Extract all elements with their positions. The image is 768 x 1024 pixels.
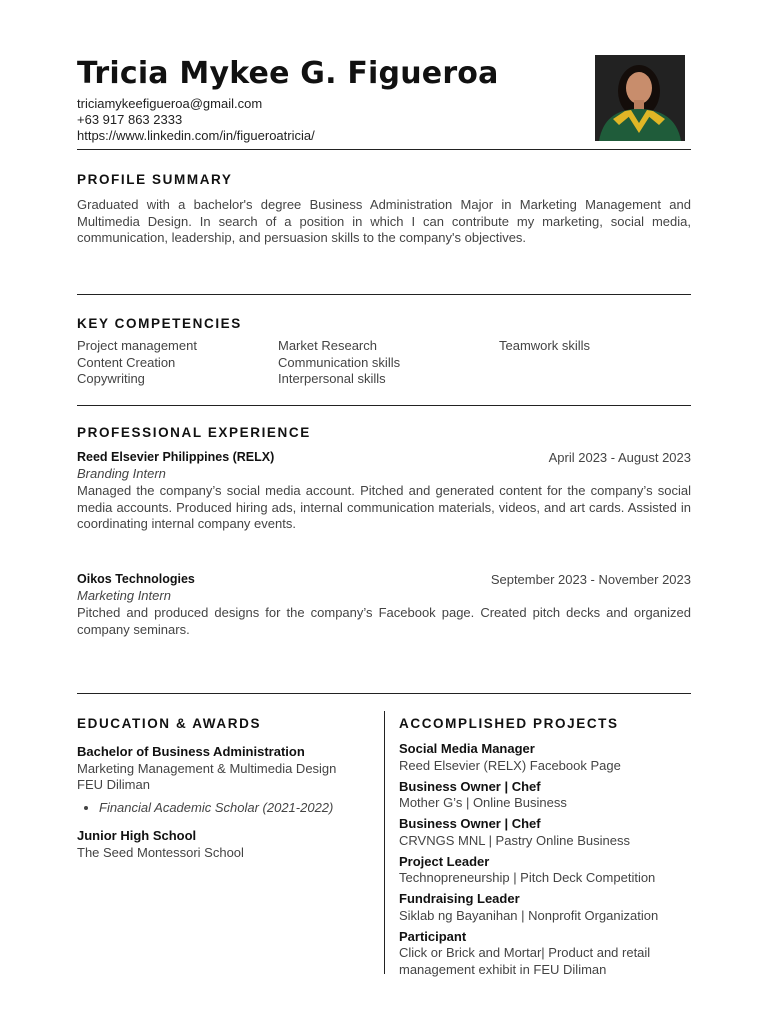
- column-divider: [384, 711, 385, 974]
- divider: [77, 149, 691, 150]
- project-role: Social Media Manager: [399, 741, 535, 756]
- linkedin-link[interactable]: https://www.linkedin.com/in/figueroatricia/: [77, 128, 315, 143]
- job-description: Pitched and produced designs for the company’s Facebook page. Created pitch decks and organized company seminars.: [77, 605, 691, 637]
- competency-column-3: [499, 338, 590, 355]
- email-text: triciamykeefigueroa@gmail.com: [77, 96, 263, 111]
- project-detail: Mother G’s | Online Business: [399, 795, 567, 810]
- job-company: Reed Elsevier Philippines (RELX): [77, 450, 275, 464]
- project-detail: Siklab ng Bayanihan | Nonprofit Organization: [399, 907, 659, 923]
- profile-summary-heading: PROFILE SUMMARY: [77, 172, 233, 187]
- professional-experience-heading: PROFESSIONAL EXPERIENCE: [77, 425, 311, 440]
- competency-item: Teamwork skills: [499, 338, 591, 353]
- divider: [77, 693, 691, 694]
- job-dates: September 2023 - November 2023: [490, 572, 691, 587]
- competency-item: Project management: [77, 338, 197, 353]
- job-dates: April 2023 - August 2023: [548, 450, 691, 465]
- competency-item: Content Creation: [77, 354, 176, 370]
- project-item: [399, 891, 699, 924]
- competency-item: Copywriting: [77, 371, 145, 386]
- competency-column-2: [278, 338, 400, 388]
- profile-photo: [595, 55, 685, 141]
- phone-text: +63 917 863 2333: [77, 112, 183, 127]
- project-detail: Technopreneurship | Pitch Deck Competition: [399, 870, 656, 885]
- job-role: Marketing Intern: [77, 588, 171, 603]
- divider: [77, 405, 691, 406]
- project-item: [399, 816, 699, 849]
- job-role: Branding Intern: [77, 466, 166, 481]
- project-role: Participant: [399, 928, 467, 944]
- key-competencies-heading: KEY COMPETENCIES: [77, 316, 242, 331]
- competency-column-1: [77, 338, 197, 388]
- competency-item: Interpersonal skills: [278, 371, 386, 386]
- project-role: Business Owner | Chef: [399, 778, 541, 794]
- job-description: Managed the company’s social media account. Pitched and generated content for the company’s social media accounts. Produced hiring ads, internal communication materials, videos, and art cards. Assisted in coordinating internal company events.: [77, 483, 691, 531]
- accomplished-projects-heading: ACCOMPLISHED PROJECTS: [399, 716, 619, 731]
- education-awards-heading: EDUCATION & AWARDS: [77, 716, 262, 731]
- candidate-name: Tricia Mykee G. Figueroa: [77, 56, 499, 91]
- job-company: Oikos Technologies: [77, 572, 195, 586]
- hs-school: The Seed Montessori School: [77, 844, 244, 860]
- project-item: [399, 854, 699, 887]
- project-role: Project Leader: [399, 853, 490, 869]
- project-role: Fundraising Leader: [399, 891, 520, 906]
- project-item: [399, 741, 699, 774]
- competency-item: Communication skills: [278, 354, 401, 370]
- competency-item: Market Research: [278, 338, 377, 353]
- awards-list: [77, 800, 377, 817]
- project-detail: CRVNGS MNL | Pastry Online Business: [399, 832, 630, 848]
- profile-summary-text: Graduated with a bachelor's degree Business Administration Major in Marketing Management and Multimedia Design. In search of a position in which I can contribute my marketing, social media, communication, leadership, and persuasion skills to the company's objectives.: [77, 197, 691, 245]
- education-block: [77, 744, 377, 861]
- projects-list: [399, 741, 699, 983]
- school-name: FEU Diliman: [77, 777, 150, 792]
- contact-block: [77, 96, 315, 144]
- degree-major: Marketing Management & Multimedia Design: [77, 760, 337, 776]
- degree-title: Bachelor of Business Administration: [77, 744, 305, 759]
- project-detail: Reed Elsevier (RELX) Facebook Page: [399, 757, 621, 773]
- project-detail: Click or Brick and Mortar| Product and retail management exhibit in FEU Diliman: [399, 945, 651, 977]
- divider: [77, 294, 691, 295]
- project-item: [399, 779, 699, 812]
- hs-title: Junior High School: [77, 828, 197, 843]
- project-role: Business Owner | Chef: [399, 816, 541, 831]
- award-item: • Financial Academic Scholar (2021-2022): [99, 800, 377, 817]
- project-item: [399, 929, 699, 979]
